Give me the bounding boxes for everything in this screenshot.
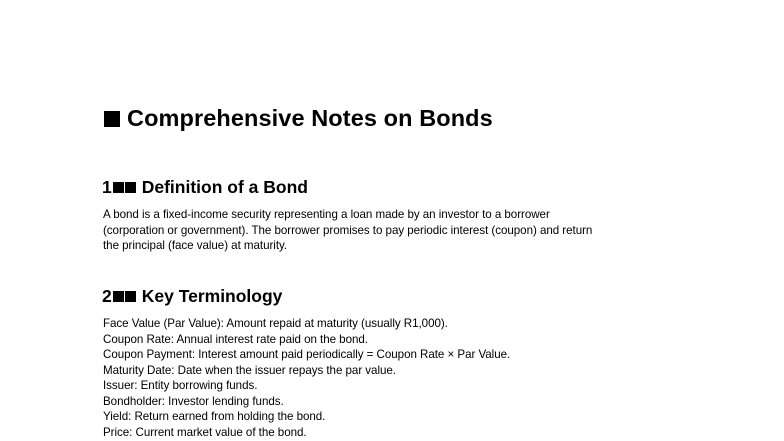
section-heading-text: Key Terminology [141,286,283,306]
section-number: 1 [102,177,112,197]
section-number: 2 [102,286,112,306]
list-item: Yield: Return earned from holding the bond. [103,410,326,423]
list-item: Price: Current market value of the bond. [103,425,307,439]
section-heading-definition [102,176,308,198]
paragraph-line: (corporation or government). The borrower promises to pay periodic interest (coupon) and return [103,223,593,237]
two-black-squares-icon [112,176,136,198]
page-title-text: Comprehensive Notes on Bonds [127,105,493,131]
paragraph-line: the principal (face value) at maturity. [103,239,288,252]
list-item: Bondholder: Investor lending funds. [103,394,284,408]
section-heading-text: Definition of a Bond [141,177,308,197]
list-item: Coupon Payment: Interest amount paid periodically = Coupon Rate × Par Value. [103,348,511,361]
two-black-squares-icon [112,285,136,307]
list-item: Coupon Rate: Annual interest rate paid on the bond. [103,332,368,346]
paragraph-line: A bond is a fixed-income security representing a loan made by an investor to a borrower [103,208,550,221]
definition-paragraph [103,207,683,254]
black-square-icon [104,111,120,127]
list-item: Face Value (Par Value): Amount repaid at maturity (usually R1,000). [103,317,448,330]
section-heading-terminology [102,285,282,307]
page-title [104,103,493,133]
list-item: Issuer: Entity borrowing funds. [103,379,258,392]
list-item: Maturity Date: Date when the issuer repays the par value. [103,363,396,377]
terminology-list [103,316,510,440]
